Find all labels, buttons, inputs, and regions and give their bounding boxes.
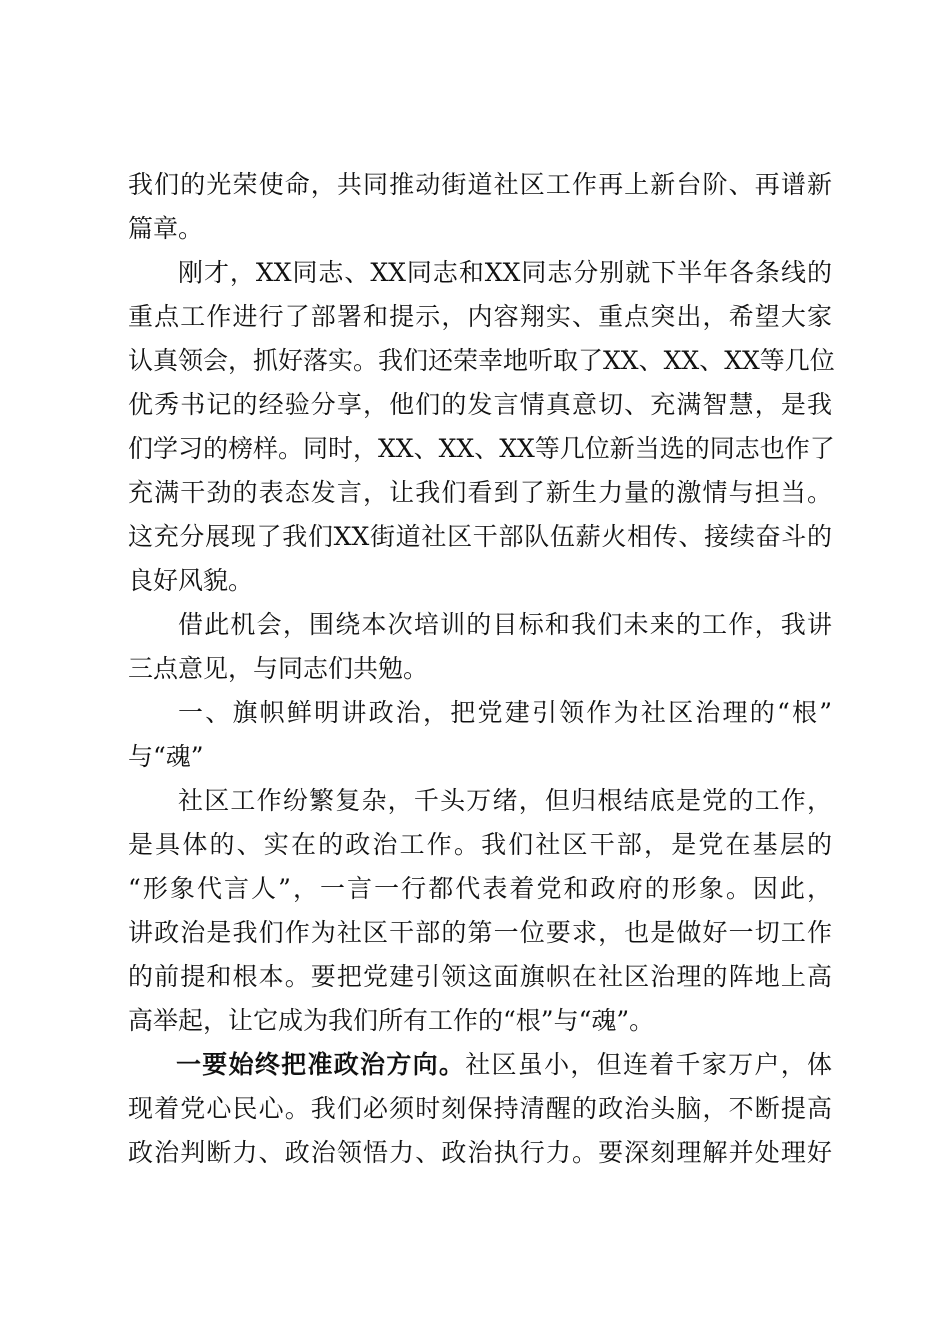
bold-lead-text: 一要始终把准政治方向。 bbox=[176, 1050, 466, 1079]
body-line-20: 现着党心民心。我们必须时刻保持清醒的政治头脑，不断提高 bbox=[128, 1094, 832, 1123]
body-line-17: 的前提和根本。要把党建引领这面旗帜在社区治理的阵地上高 bbox=[128, 962, 832, 991]
body-line-12: 三点意见，与同志们共勉。 bbox=[128, 654, 429, 683]
body-line-13: 社区工作纷繁复杂，千头万绪，但归根结底是党的工作， bbox=[178, 786, 832, 815]
body-line-19 bbox=[176, 1043, 832, 1087]
body-line-11: 借此机会，围绕本次培训的目标和我们未来的工作，我讲 bbox=[178, 610, 832, 639]
body-line-18: 高举起，让它成为我们所有工作的“根”与“魂”。 bbox=[128, 1006, 655, 1035]
body-line-9: 这充分展现了我们XX街道社区干部队伍薪火相传、接续奋斗的 bbox=[128, 522, 832, 551]
body-line-3: 刚才，XX同志、XX同志和XX同志分别就下半年各条线的 bbox=[178, 258, 832, 287]
body-line-8: 充满干劲的表态发言，让我们看到了新生力量的激情与担当。 bbox=[128, 478, 832, 507]
body-line-19-rest: 社区虽小，但连着千家万户，体 bbox=[465, 1050, 832, 1079]
body-line-15: “形象代言人”，一言一行都代表着党和政府的形象。因此， bbox=[128, 874, 832, 903]
body-line-5: 认真领会，抓好落实。我们还荣幸地听取了XX、XX、XX等几位 bbox=[128, 346, 835, 375]
section-heading-1-cont: 与“魂” bbox=[128, 742, 204, 771]
body-line-1: 我们的光荣使命，共同推动街道社区工作再上新台阶、再谱新 bbox=[128, 170, 832, 199]
body-line-2: 篇章。 bbox=[128, 214, 204, 243]
body-line-10: 良好风貌。 bbox=[128, 566, 254, 595]
body-line-7: 们学习的榜样。同时，XX、XX、XX等几位新当选的同志也作了 bbox=[128, 434, 835, 463]
section-heading-1: 一、旗帜鲜明讲政治，把党建引领作为社区治理的“根” bbox=[178, 698, 832, 727]
body-line-6: 优秀书记的经验分享，他们的发言情真意切、充满智慧，是我 bbox=[128, 390, 832, 419]
body-line-16: 讲政治是我们作为社区干部的第一位要求，也是做好一切工作 bbox=[128, 918, 832, 947]
body-line-21: 政治判断力、政治领悟力、政治执行力。要深刻理解并处理好 bbox=[128, 1138, 832, 1167]
body-line-14: 是具体的、实在的政治工作。我们社区干部，是党在基层的 bbox=[128, 830, 832, 859]
body-line-4: 重点工作进行了部署和提示，内容翔实、重点突出，希望大家 bbox=[128, 302, 832, 331]
